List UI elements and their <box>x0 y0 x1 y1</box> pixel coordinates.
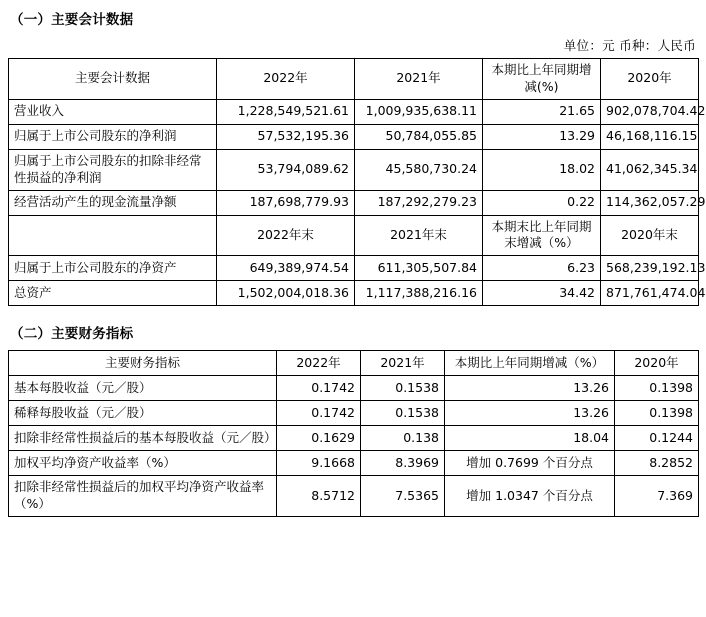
row-label: 加权平均净资产收益率（%） <box>9 451 277 476</box>
row-label: 扣除非经常性损益后的加权平均净资产收益率（%） <box>9 476 277 517</box>
table-header-row <box>9 351 699 376</box>
column-header-2021: 2021年 <box>355 59 483 100</box>
cell-change: 13.29 <box>483 124 601 149</box>
cell-2020: 7.369 <box>615 476 699 517</box>
cell-2020: 41,062,345.34 <box>601 149 699 190</box>
row-label: 归属于上市公司股东的净资产 <box>9 256 217 281</box>
cell-2021: 50,784,055.85 <box>355 124 483 149</box>
row-label: 扣除非经常性损益后的基本每股收益（元／股） <box>9 426 277 451</box>
cell-change: 0.22 <box>483 190 601 215</box>
column-header-2020: 2020年 <box>601 59 699 100</box>
cell-2022: 1,228,549,521.61 <box>217 99 355 124</box>
cell-change: 6.23 <box>483 256 601 281</box>
cell-change: 13.26 <box>445 401 615 426</box>
cell-2020: 0.1398 <box>615 401 699 426</box>
row-label: 经营活动产生的现金流量净额 <box>9 190 217 215</box>
cell-2021: 8.3969 <box>361 451 445 476</box>
table-row <box>9 451 699 476</box>
row-label: 营业收入 <box>9 99 217 124</box>
cell-2022: 187,698,779.93 <box>217 190 355 215</box>
column-header-2020-end: 2020年末 <box>601 215 699 256</box>
cell-2022: 9.1668 <box>277 451 361 476</box>
column-header-indicator: 主要财务指标 <box>9 351 277 376</box>
cell-2022: 53,794,089.62 <box>217 149 355 190</box>
cell-2021: 187,292,279.23 <box>355 190 483 215</box>
cell-2021: 45,580,730.24 <box>355 149 483 190</box>
table-row <box>9 256 699 281</box>
table-row <box>9 149 699 190</box>
section-title-accounting-data: （一）主要会计数据 <box>10 12 134 28</box>
cell-2020: 8.2852 <box>615 451 699 476</box>
row-label: 总资产 <box>9 281 217 306</box>
cell-2022: 0.1742 <box>277 401 361 426</box>
cell-2021: 7.5365 <box>361 476 445 517</box>
main-accounting-data-table <box>8 58 706 306</box>
cell-2020: 114,362,057.29 <box>601 190 699 215</box>
cell-2021: 1,009,935,638.11 <box>355 99 483 124</box>
cell-change: 增加 1.0347 个百分点 <box>445 476 615 517</box>
cell-2021: 0.1538 <box>361 376 445 401</box>
cell-2022: 0.1742 <box>277 376 361 401</box>
table-header-row <box>9 59 699 100</box>
cell-2020: 0.1398 <box>615 376 699 401</box>
cell-change: 18.02 <box>483 149 601 190</box>
column-header-item: 主要会计数据 <box>9 59 217 100</box>
unit-currency-note: 单位：元 币种：人民币 <box>563 38 696 53</box>
column-header-2022-end: 2022年末 <box>217 215 355 256</box>
cell-2022: 0.1629 <box>277 426 361 451</box>
column-header-2022: 2022年 <box>277 351 361 376</box>
cell-2022: 649,389,974.54 <box>217 256 355 281</box>
column-header-2021: 2021年 <box>361 351 445 376</box>
row-label: 基本每股收益（元／股） <box>9 376 277 401</box>
cell-2022: 8.5712 <box>277 476 361 517</box>
column-header-change: 本期比上年同期增减(%) <box>483 59 601 100</box>
column-header-2022: 2022年 <box>217 59 355 100</box>
table-row <box>9 281 699 306</box>
cell-2021: 0.1538 <box>361 401 445 426</box>
table-row <box>9 426 699 451</box>
cell-2021: 1,117,388,216.16 <box>355 281 483 306</box>
cell-2020: 568,239,192.13 <box>601 256 699 281</box>
row-label: 归属于上市公司股东的扣除非经常性损益的净利润 <box>9 149 217 190</box>
cell-change: 18.04 <box>445 426 615 451</box>
section-title-financial-indicators: （二）主要财务指标 <box>10 326 134 343</box>
section-spacer <box>8 306 698 320</box>
cell-2020: 0.1244 <box>615 426 699 451</box>
column-header-change-end: 本期末比上年同期末增减（%） <box>483 215 601 256</box>
table-row <box>9 99 699 124</box>
cell-2021: 611,305,507.84 <box>355 256 483 281</box>
row-label: 归属于上市公司股东的净利润 <box>9 124 217 149</box>
cell-2020: 871,761,474.04 <box>601 281 699 306</box>
main-financial-indicators-table <box>8 350 699 517</box>
cell-2022: 1,502,004,018.36 <box>217 281 355 306</box>
cell-2022: 57,532,195.36 <box>217 124 355 149</box>
table-subheader-row <box>9 215 699 256</box>
column-header-2021-end: 2021年末 <box>355 215 483 256</box>
cell-change: 13.26 <box>445 376 615 401</box>
table-row <box>9 376 699 401</box>
cell-2020: 902,078,704.42 <box>601 99 699 124</box>
cell-change: 34.42 <box>483 281 601 306</box>
cell-change: 增加 0.7699 个百分点 <box>445 451 615 476</box>
column-header-blank <box>9 215 217 256</box>
cell-2020: 46,168,116.15 <box>601 124 699 149</box>
column-header-2020: 2020年 <box>615 351 699 376</box>
table-row <box>9 190 699 215</box>
table-row <box>9 401 699 426</box>
cell-change: 21.65 <box>483 99 601 124</box>
table-row <box>9 476 699 517</box>
row-label: 稀释每股收益（元／股） <box>9 401 277 426</box>
table-row <box>9 124 699 149</box>
column-header-change: 本期比上年同期增减（%） <box>445 351 615 376</box>
cell-2021: 0.138 <box>361 426 445 451</box>
